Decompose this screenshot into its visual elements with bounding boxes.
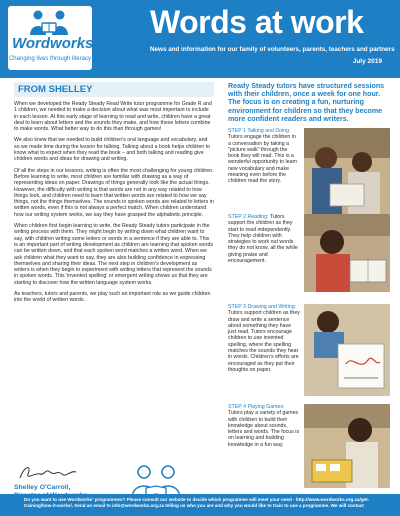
children-figures-icon (26, 9, 74, 37)
intro-text: Ready Steady tutors have structured sessions with their children, once a week for one hour. The focus is on creating a fun, nurturing environment for children so that they become more confident readers and writers. (228, 82, 385, 123)
child-reading-photo (304, 214, 390, 292)
masthead (0, 0, 400, 78)
step-description (228, 128, 300, 185)
letter-paragraph: When children first begin learning to write, the Ready Steady tutors participate in the writing process with them. They might begin by writing down what children want to say, with children writing some letters or words in a sentence if they are able to. This is an important part of writing development as children are learning that spoken words can be written down, and that each spoken word matches a written word. When we ask children what they want to say, they are also building confidence in expressing themselves and sharing their ideas. The next step in children's development as writers is when they begin to experiment with writing letters that represent the sounds in spoken words. This 'invented spelling' or emergent writing shows us that they are starting to discover how the written language system works. (14, 223, 214, 286)
step-4 (228, 404, 390, 490)
wordworks-logo (8, 6, 92, 70)
issue-date: July 2019 (352, 58, 382, 65)
step-description (228, 404, 300, 448)
step-body: Tutors support the children as they start to read independently. They help children with strategies to work out words they do not know, all the while giving praise and encouragement. (228, 214, 298, 265)
step-body: Tutors engage the children in a conversation by taking a "picture walk" through the book they will read. This is a wonderful opportunity to learn new vocabulary and make meaning even before the children read the story. (228, 134, 298, 185)
footer-bar (0, 494, 400, 516)
logo-tagline: Changing lives through literacy (8, 56, 92, 62)
logo-wordmark: Wordworks (12, 35, 94, 52)
step-heading: STEP 1 Talking and Doing: (228, 128, 291, 134)
child-drawing-photo (304, 304, 390, 396)
step-body: Tutors support children as they draw and write a sentence about something they have just read. Tutors encourage children to use invented spelling, where the spelling matches the sounds they hear in words. Children's efforts are encouraged as they put their thoughts on paper. (228, 310, 300, 373)
step-heading: STEP 4 Playing Games: (228, 404, 285, 410)
newsletter-subtitle: News and information for our family of volunteers, parents, teachers and partners (150, 46, 395, 53)
letter-paragraph: As teachers, tutors and parents, we play such an important role as we guide children into the world of written words. (14, 291, 211, 304)
programme-column (228, 82, 390, 482)
handwritten-signature (16, 462, 80, 484)
signatory-name: Shelley O'Carroll, (14, 484, 71, 491)
step-1 (228, 128, 390, 224)
tutor-talking-photo (304, 128, 390, 214)
step-description (228, 304, 300, 373)
letter-paragraph: When we developed the Ready Steady Read Write tutor programme for Grade R and 1 children, we needed to make a decision about what was most important to include in each lesson. At this early stage of learning to read and write, children have a great deal to learn about letters and the sounds they make, and how these letters combine to make words. What better way to do this than through games! (14, 101, 212, 133)
section-heading: FROM SHELLEY (14, 82, 214, 97)
step-heading: STEP 2 Reading: (228, 214, 269, 220)
step-2 (228, 214, 390, 296)
children-playing-games-photo (304, 404, 390, 488)
step-description (228, 214, 300, 264)
step-3 (228, 304, 390, 400)
letter-column (14, 82, 214, 491)
step-heading: STEP 3 Drawing and Writing: (228, 304, 297, 310)
step-body: Tutors play a variety of games with children to build their knowledge about sounds, letters and words. The focus is on learning and building knowledge in a fun way. (228, 410, 300, 448)
newsletter-title: Words at work (150, 4, 364, 40)
footer-notice: Do you want to use Wordworks' programmes? Please consult our website to decide which programme will meet your need - http://www.wordworks.org.za/get-training/how-it-works/. Send an email to info@wordworks.org.za telling us who you are and why you would like to train to use a programme. We will contact (24, 497, 370, 508)
letter-paragraph: Of all the steps in our lessons, writing is often the most challenging for young children. Before learning to write, most children are familiar with drawing as a way of representing ideas on paper. Drawings of things generally look like the actual things. However, the difficulty with writing is that words are not in any way related to how things look, and children need to learn that written words are related to how we say things, not the things themselves. The sounds in spoken words are related to letters in written words, even if this is not always a perfect match. When children understand how our writing system works, we say they have grasped the alphabetic principle. (14, 167, 214, 218)
letter-paragraph: We also knew that we needed to build children's oral language and vocabulary, and so we made time during the lesson for talking. Talking about a book helps children to know what to expect when they read the book – and both talking and reading give children words and ideas for drawing and writing. (14, 137, 211, 163)
